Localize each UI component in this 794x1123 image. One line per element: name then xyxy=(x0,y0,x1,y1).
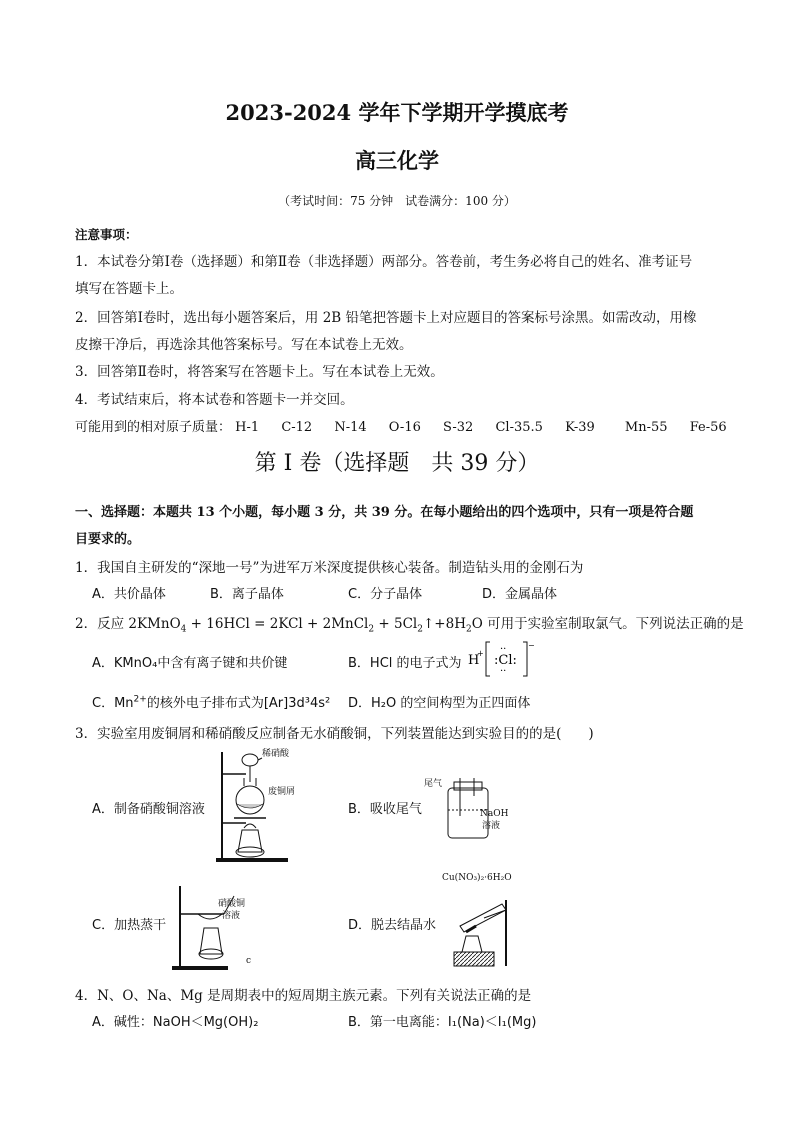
svg-text:H: H xyxy=(468,653,480,668)
q4-option-b: B．第一电离能：I₁(Na)＜I₁(Mg) xyxy=(348,1015,537,1030)
svg-text:··: ·· xyxy=(500,666,507,677)
mass-cl: Cl-35.5 xyxy=(495,420,543,435)
notice-heading: 注意事项： xyxy=(75,227,138,242)
section-1-instructions: 一、选择题：本题共 13 个小题，每小题 3 分，共 39 分。在每小题给出的四个选项中，只有一项是符合题 xyxy=(75,505,694,520)
q2-stem-part2: + 16HCl = 2KCl + 2MnCl xyxy=(186,616,369,632)
section-1-instructions-cont: 目要求的。 xyxy=(75,532,141,547)
q3-option-a: A．制备硝酸铜溶液 xyxy=(92,802,205,817)
q1-stem: 1．我国自主研发的“深地一号”为进军万米深度提供核心装备。制造钻头用的金刚石为 xyxy=(75,560,584,576)
q2-c-charge: 2+ xyxy=(133,694,147,705)
notice-item-2-cont: 皮擦干净后，再选涂其他答案标号。写在本试卷上无效。 xyxy=(75,337,413,353)
notice-item-1-cont: 填写在答题卡上。 xyxy=(75,281,183,297)
q2-option-d: D．H₂O 的空间构型为正四面体 xyxy=(348,696,531,711)
q2-sub-2c: 2 xyxy=(465,624,472,635)
q2-sub-2b: 2 xyxy=(417,624,423,635)
q1-option-b: B．离子晶体 xyxy=(210,587,284,602)
q1-option-c: C．分子晶体 xyxy=(348,587,423,602)
q2-c-prefix: C．Mn xyxy=(92,696,134,711)
apparatus-d-dehydrate xyxy=(440,870,530,970)
label-dilute-acid: 稀硝酸 xyxy=(262,749,290,759)
mass-n: N-14 xyxy=(334,420,367,435)
mass-h: H-1 xyxy=(235,420,260,435)
svg-text:−: − xyxy=(528,641,535,650)
mass-mn: Mn-55 xyxy=(624,420,668,435)
q3-option-c: C．加热蒸干 xyxy=(92,918,167,933)
q1-option-a: A．共价晶体 xyxy=(92,587,166,602)
svg-text:+: + xyxy=(477,649,484,658)
q2-stem-part3: + 5Cl xyxy=(374,616,418,632)
mass-k: K-39 xyxy=(565,420,595,435)
label-small-c: c xyxy=(246,956,252,966)
q3-option-d: D．脱去结晶水 xyxy=(348,918,437,933)
q4-option-a: A．碱性：NaOH＜Mg(OH)₂ xyxy=(92,1015,259,1030)
q2-stem-part4: ↑+8H xyxy=(422,616,466,632)
apparatus-c-heat-dry xyxy=(168,880,268,972)
mass-c: C-12 xyxy=(281,420,313,435)
q1-option-d: D．金属晶体 xyxy=(482,587,558,602)
svg-text::Cl:: :Cl: xyxy=(494,653,517,668)
notice-item-1: 1．本试卷分第Ⅰ卷（选择题）和第Ⅱ卷（非选择题）两部分。答卷前，考生务必将自己的姓名、准考证号 xyxy=(75,254,693,270)
label-cu-nitrate-hydrate: Cu(NO₃)₂·6H₂O xyxy=(442,873,512,883)
q2-stem-part1: 2．反应 2KMnO xyxy=(75,616,181,632)
label-naoh: NaOH xyxy=(480,809,509,819)
apparatus-b-tail-gas xyxy=(422,774,512,844)
notice-item-3: 3．回答第Ⅱ卷时，将答案写在答题卡上。写在本试卷上无效。 xyxy=(75,364,444,380)
q2-option-a: A．KMnO₄中含有离子键和共价键 xyxy=(92,656,288,671)
q2-c-config: [Ar]3d³4s² xyxy=(263,696,331,711)
atomic-masses xyxy=(75,416,727,435)
mass-o: O-16 xyxy=(388,420,421,435)
q4-stem: 4．N、O、Na、Mg 是周期表中的短周期主族元素。下列有关说法正确的是 xyxy=(75,988,532,1004)
q3-option-b: B．吸收尾气 xyxy=(348,802,422,817)
q2-stem xyxy=(75,612,744,635)
exam-info: （考试时间：75 分钟 试卷满分：100 分） xyxy=(278,194,516,208)
label-solution-c: 溶液 xyxy=(222,911,241,921)
label-tail-gas: 尾气 xyxy=(424,779,443,789)
label-cu-nitrate: 硝酸铜 xyxy=(218,899,246,909)
atomic-masses-label: 可能用到的相对原子质量： xyxy=(75,420,232,435)
exam-subject: 高三化学 xyxy=(355,148,439,173)
q3-stem: 3．实验室用废铜屑和稀硝酸反应制备无水硝酸铜，下列装置能达到实验目的的是( ) xyxy=(75,726,594,742)
label-scrap-copper: 废铜屑 xyxy=(268,787,296,797)
q2-sub-4: 4 xyxy=(180,624,187,635)
notice-item-2: 2．回答第Ⅰ卷时，选出每小题答案后，用 2B 铅笔把答题卡上对应题目的答案标号涂黑。如需改动，用橡 xyxy=(75,310,697,326)
mass-s: S-32 xyxy=(443,420,474,435)
apparatus-a-cu-nitrate-prep xyxy=(212,748,322,864)
section-1-title: 第 I 卷（选择题 共 39 分） xyxy=(254,451,540,476)
q2-c-text: 的核外电子排布式为 xyxy=(146,696,264,711)
label-solution: 溶液 xyxy=(482,821,501,831)
exam-title: 2023-2024 学年下学期开学摸底考 xyxy=(225,100,569,125)
hcl-electron-dot-formula xyxy=(466,638,536,680)
q2-option-b: B．HCl 的电子式为 xyxy=(348,656,462,671)
q2-stem-part5: O 可用于实验室制取氯气。下列说法正确的是 xyxy=(471,616,744,632)
svg-text:··: ·· xyxy=(500,644,507,655)
mass-fe: Fe-56 xyxy=(689,420,727,435)
notice-item-4: 4．考试结束后，将本试卷和答题卡一并交回。 xyxy=(75,392,354,408)
q2-sub-2a: 2 xyxy=(368,624,375,635)
q2-option-c xyxy=(92,692,330,711)
